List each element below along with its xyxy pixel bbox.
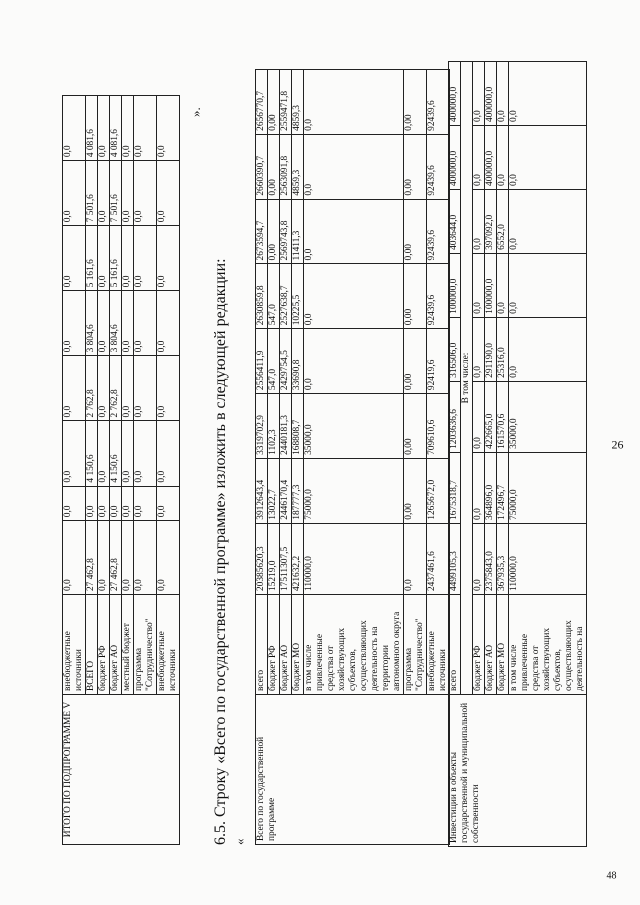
value-cell: 7 501,6 <box>86 161 98 226</box>
value-cell: 0,0 <box>98 161 110 226</box>
row-label: бюджет РФ <box>268 595 280 695</box>
value-cell: 0,0 <box>122 486 134 521</box>
value-cell: 2630859,8 <box>256 264 268 329</box>
value-cell: 0,0 <box>134 486 157 521</box>
value-cell: 0,0 <box>122 356 134 421</box>
value-cell: 0,0 <box>157 356 180 421</box>
value-cell: 0,0 <box>304 199 404 264</box>
value-cell: 0,0 <box>134 226 157 291</box>
value-cell: 2 762,8 <box>86 356 98 421</box>
value-cell: 0,0 <box>497 126 509 190</box>
value-cell: 0,00 <box>404 458 427 523</box>
value-cell: 2437461,6 <box>427 523 450 594</box>
closing-quote: ». <box>188 107 203 117</box>
value-cell: 0,0 <box>63 226 86 291</box>
value-cell: 367935,3 <box>497 523 509 594</box>
row-label: ВСЕГО <box>86 595 98 695</box>
value-cell: 0,0 <box>473 317 485 381</box>
row-label: бюджет МО <box>292 595 304 695</box>
value-cell: 0,0 <box>473 381 485 452</box>
value-cell: 0,0 <box>473 189 485 253</box>
rotated-content <box>0 45 640 905</box>
value-cell: 10225,5 <box>292 264 304 329</box>
row-group-title: Всего по государственной программе <box>256 695 450 845</box>
value-cell: 4859,3 <box>292 70 304 135</box>
value-cell: 0,0 <box>122 521 134 595</box>
value-cell: 291190,0 <box>485 317 497 381</box>
value-cell: 0,0 <box>98 226 110 291</box>
value-cell: 1265672,0 <box>427 458 450 523</box>
value-cell: 0,0 <box>98 291 110 356</box>
value-cell: 0,0 <box>63 161 86 226</box>
value-cell: 17511307,5 <box>280 523 292 594</box>
value-cell: 0,00 <box>268 134 280 199</box>
value-cell: 0,0 <box>473 126 485 190</box>
value-cell: 421632,2 <box>292 523 304 594</box>
value-cell: 0,0 <box>509 62 587 126</box>
value-cell: 161570,6 <box>497 381 509 452</box>
value-cell: 5 161,6 <box>110 226 122 291</box>
value-cell: 0,00 <box>404 264 427 329</box>
value-cell: 0,0 <box>63 421 86 486</box>
value-cell: 3 804,6 <box>86 291 98 356</box>
row-label: в том числе привлеченные средства от хозяйствующих субъектов, осуществляющих деятельность на <box>509 595 587 695</box>
value-cell: 4499105,3 <box>449 523 461 594</box>
value-cell: 4 081,6 <box>110 96 122 161</box>
value-cell: 0,0 <box>122 291 134 356</box>
value-cell: 397092,0 <box>485 189 497 253</box>
value-cell: 0,0 <box>304 264 404 329</box>
opening-quote: « <box>232 838 247 845</box>
value-cell: 400000,0 <box>485 62 497 126</box>
value-cell: 0,0 <box>473 253 485 317</box>
value-cell: 0,0 <box>63 486 86 521</box>
value-cell: 1675318,7 <box>449 452 461 523</box>
row-label: внебюджетные источники <box>427 595 450 695</box>
value-cell: 0,0 <box>304 70 404 135</box>
value-cell: 27 462,8 <box>86 521 98 595</box>
value-cell: 0,0 <box>157 226 180 291</box>
value-cell: 2569743,8 <box>280 199 292 264</box>
value-cell: 92439,6 <box>427 134 450 199</box>
value-cell: 0,0 <box>473 452 485 523</box>
value-cell: 0,0 <box>157 96 180 161</box>
value-cell: 110000,0 <box>509 523 587 594</box>
value-cell: 0,0 <box>157 291 180 356</box>
table-row <box>449 62 461 847</box>
page-number: 26 <box>611 437 624 452</box>
value-cell: 0,0 <box>63 291 86 356</box>
row-label: бюджет РФ <box>98 595 110 695</box>
value-cell: 0,0 <box>110 486 122 521</box>
value-cell: 422665,0 <box>485 381 497 452</box>
row-label: бюджет РФ <box>473 595 485 695</box>
value-cell: 709610,6 <box>427 394 450 459</box>
value-cell: 0,0 <box>304 134 404 199</box>
value-cell: 75000,0 <box>304 458 404 523</box>
value-cell: 403644,0 <box>449 189 461 253</box>
row-label: всего <box>256 595 268 695</box>
value-cell: 1203636,6 <box>449 381 461 452</box>
value-cell: 3912643,4 <box>256 458 268 523</box>
value-cell: 0,0 <box>98 356 110 421</box>
value-cell: 316506,0 <box>449 317 461 381</box>
value-cell: 2559471,8 <box>280 70 292 135</box>
value-cell: 2660390,7 <box>256 134 268 199</box>
value-cell: 187777,3 <box>292 458 304 523</box>
value-cell: 0,00 <box>404 199 427 264</box>
value-cell: 92439,6 <box>427 264 450 329</box>
program-total-table <box>255 69 450 845</box>
value-cell: 75000,0 <box>509 452 587 523</box>
value-cell: 6552,0 <box>497 189 509 253</box>
value-cell: 0,0 <box>134 421 157 486</box>
value-cell: 5 161,6 <box>86 226 98 291</box>
value-cell: 2 762,8 <box>110 356 122 421</box>
value-cell: 547,0 <box>268 264 280 329</box>
value-cell: 0,0 <box>509 189 587 253</box>
row-label: бюджет АО <box>110 595 122 695</box>
value-cell: 0,0 <box>122 96 134 161</box>
subheader-label: В том числе: <box>461 62 473 695</box>
value-cell: 100000,0 <box>449 253 461 317</box>
corner-mark: 48 <box>606 870 617 882</box>
value-cell: 172496,7 <box>497 452 509 523</box>
value-cell: 35000,0 <box>509 381 587 452</box>
value-cell: 2673594,7 <box>256 199 268 264</box>
value-cell: 0,0 <box>122 421 134 486</box>
section-heading: 6.5. Строку «Всего по государственной программе» изложить в следующей редакции: <box>212 258 229 845</box>
value-cell: 0,00 <box>268 199 280 264</box>
value-cell: 20385620,3 <box>256 523 268 594</box>
row-group-title: ИТОГО ПО ПОДПРОГРАММЕ V <box>63 695 180 845</box>
row-label: всего <box>449 595 461 695</box>
value-cell: 0,0 <box>122 226 134 291</box>
value-cell: 92439,6 <box>427 199 450 264</box>
value-cell: 35000,0 <box>304 394 404 459</box>
row-group-title: Инвестиции в объекты государственной и муниципальной собственности <box>449 695 587 847</box>
value-cell: 13022,7 <box>268 458 280 523</box>
table-row <box>63 96 86 845</box>
value-cell: 2556411,9 <box>256 329 268 394</box>
row-label: внебюджетные источники <box>63 595 86 695</box>
value-cell: 0,0 <box>157 521 180 595</box>
value-cell: 0,0 <box>404 523 427 594</box>
value-cell: 0,0 <box>63 521 86 595</box>
value-cell: 25316,0 <box>497 317 509 381</box>
value-cell: 3319702,9 <box>256 394 268 459</box>
value-cell: 0,0 <box>63 96 86 161</box>
row-label: бюджет АО <box>485 595 497 695</box>
value-cell: 4859,3 <box>292 134 304 199</box>
value-cell: 7 501,6 <box>110 161 122 226</box>
value-cell: 92439,6 <box>427 70 450 135</box>
row-label: внебюджетные источники <box>157 595 180 695</box>
value-cell: 0,0 <box>134 96 157 161</box>
value-cell: 0,0 <box>157 486 180 521</box>
value-cell: 0,0 <box>134 161 157 226</box>
value-cell: 2563091,8 <box>280 134 292 199</box>
value-cell: 0,00 <box>404 394 427 459</box>
value-cell: 2446170,4 <box>280 458 292 523</box>
value-cell: 4 150,6 <box>110 421 122 486</box>
value-cell: 0,0 <box>509 126 587 190</box>
value-cell: 0,0 <box>122 161 134 226</box>
value-cell: 2440181,3 <box>280 394 292 459</box>
value-cell: 364896,0 <box>485 452 497 523</box>
value-cell: 0,00 <box>404 134 427 199</box>
subprogram-total-table <box>62 95 180 845</box>
value-cell: 1102,3 <box>268 394 280 459</box>
row-label: программа "Сотрудничество" <box>404 595 427 695</box>
value-cell: 0,0 <box>98 96 110 161</box>
value-cell: 0,0 <box>304 329 404 394</box>
value-cell: 2429754,5 <box>280 329 292 394</box>
value-cell: 0,0 <box>509 253 587 317</box>
value-cell: 3 804,6 <box>110 291 122 356</box>
value-cell: 0,0 <box>63 356 86 421</box>
investment-table <box>448 61 587 847</box>
value-cell: 547,0 <box>268 329 280 394</box>
value-cell: 0,00 <box>404 329 427 394</box>
value-cell: 400000,0 <box>449 62 461 126</box>
value-cell: 15219,0 <box>268 523 280 594</box>
value-cell: 0,0 <box>134 291 157 356</box>
row-label: в том числе привлеченные средства от хозяйствующих субъектов, осуществляющих деятельность на территории автономного округа <box>304 595 404 695</box>
value-cell: 0,0 <box>157 161 180 226</box>
value-cell: 0,0 <box>497 253 509 317</box>
value-cell: 2375843,0 <box>485 523 497 594</box>
row-label: бюджет АО <box>280 595 292 695</box>
value-cell: 4 150,6 <box>86 421 98 486</box>
value-cell: 0,0 <box>157 421 180 486</box>
row-label: программа "Сотрудничество" <box>134 595 157 695</box>
row-label: местный бюджет <box>122 595 134 695</box>
value-cell: 33690,8 <box>292 329 304 394</box>
value-cell: 0,0 <box>98 521 110 595</box>
value-cell: 0,00 <box>404 70 427 135</box>
table-row <box>256 70 268 845</box>
value-cell: 0,0 <box>98 421 110 486</box>
value-cell: 27 462,8 <box>110 521 122 595</box>
value-cell: 168808,7 <box>292 394 304 459</box>
value-cell: 100000,0 <box>485 253 497 317</box>
row-label: бюджет МО <box>497 595 509 695</box>
value-cell: 0,0 <box>86 486 98 521</box>
value-cell: 400000,0 <box>485 126 497 190</box>
value-cell: 2527638,7 <box>280 264 292 329</box>
value-cell: 0,0 <box>98 486 110 521</box>
value-cell: 0,0 <box>134 356 157 421</box>
value-cell: 0,0 <box>473 523 485 594</box>
value-cell: 110000,0 <box>304 523 404 594</box>
value-cell: 0,00 <box>268 70 280 135</box>
value-cell: 0,0 <box>134 521 157 595</box>
value-cell: 0,0 <box>497 62 509 126</box>
value-cell: 2656770,7 <box>256 70 268 135</box>
value-cell: 92419,6 <box>427 329 450 394</box>
value-cell: 0,0 <box>509 317 587 381</box>
value-cell: 0,0 <box>473 62 485 126</box>
value-cell: 11411,3 <box>292 199 304 264</box>
value-cell: 4 081,6 <box>86 96 98 161</box>
value-cell: 400000,0 <box>449 126 461 190</box>
